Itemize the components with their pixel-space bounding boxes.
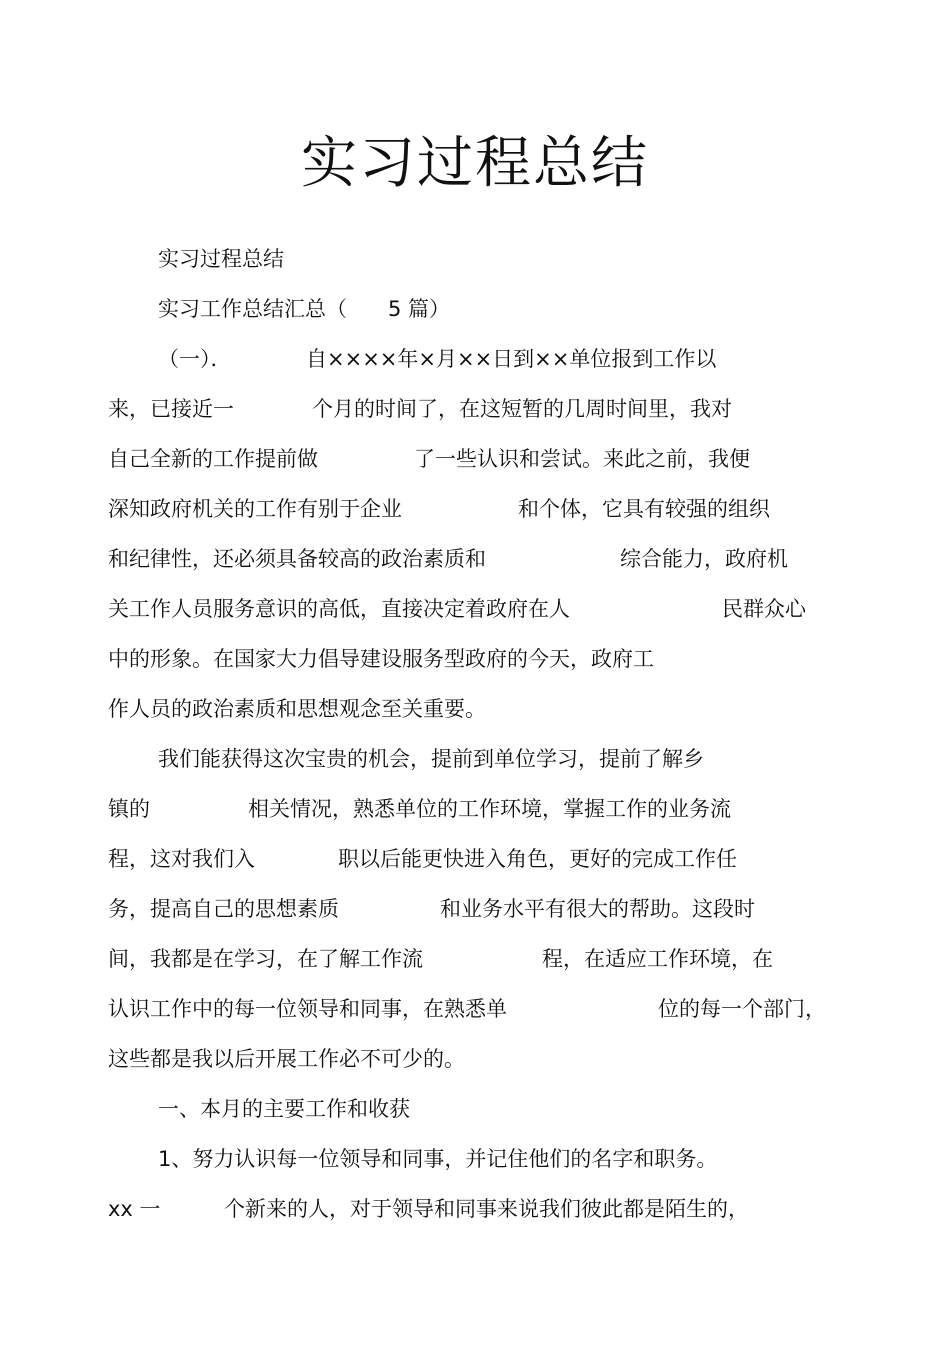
text-segment: 来，已接近一 [108, 397, 234, 421]
text-segment: 民群众心 [722, 597, 806, 621]
text-segment: 1、努力认识每一位领导和同事，并记住他们的名字和职务。 [158, 1147, 718, 1171]
text-segment: 自××××年×月××日到××单位报到工作以 [306, 347, 717, 371]
text-segment: 5 篇） [388, 297, 451, 321]
text-segment: 实习工作总结汇总（ [158, 297, 347, 321]
text-segment: 了一些认识和尝试。来此之前，我便 [414, 447, 750, 471]
text-segment: 务，提高自己的思想素质 [108, 897, 339, 921]
text-segment: 作人员的政治素质和思想观念至关重要。 [108, 697, 486, 721]
text-segment: 间，我都是在学习，在了解工作流 [108, 947, 423, 971]
text-segment: 一、本月的主要工作和收获 [158, 1097, 410, 1121]
text-segment: 这些都是我以后开展工作必不可少的。 [108, 1047, 465, 1071]
text-segment: 个月的时间了，在这短暂的几周时间里，我对 [312, 397, 732, 421]
text-segment: 相关情况，熟悉单位的工作环境，掌握工作的业务流 [248, 797, 731, 821]
text-segment: 程，在适应工作环境，在 [542, 947, 773, 971]
text-segment: 位的每一个部门， [658, 997, 826, 1021]
document-title: 实习过程总结 [301, 131, 649, 196]
text-segment: 和纪律性，还必须具备较高的政治素质和 [108, 547, 486, 571]
text-segment: 中的形象。在国家大力倡导建设服务型政府的今天，政府工 [108, 647, 654, 671]
text-segment: 综合能力，政府机 [620, 547, 788, 571]
text-segment: 镇的 [108, 797, 150, 821]
text-segment: 个新来的人，对于领导和同事来说我们彼此都是陌生的， [224, 1197, 749, 1221]
text-segment: 我们能获得这次宝贵的机会，提前到单位学习，提前了解乡 [158, 747, 704, 771]
text-segment: xx 一 [108, 1197, 161, 1221]
text-segment: 程，这对我们入 [108, 847, 255, 871]
text-segment: 职以后能更快进入角色，更好的完成工作任 [338, 847, 737, 871]
text-segment: 关工作人员服务意识的高低，直接决定着政府在人 [108, 597, 570, 621]
text-segment: 和业务水平有很大的帮助。这段时 [440, 897, 755, 921]
text-segment: （一）． [158, 347, 232, 371]
text-segment: 和个体，它具有较强的组织 [518, 497, 770, 521]
text-segment: 自己全新的工作提前做 [108, 447, 318, 471]
text-segment: 深知政府机关的工作有别于企业 [108, 497, 402, 521]
text-segment: 实习过程总结 [158, 247, 284, 271]
text-segment: 认识工作中的每一位领导和同事，在熟悉单 [108, 997, 507, 1021]
